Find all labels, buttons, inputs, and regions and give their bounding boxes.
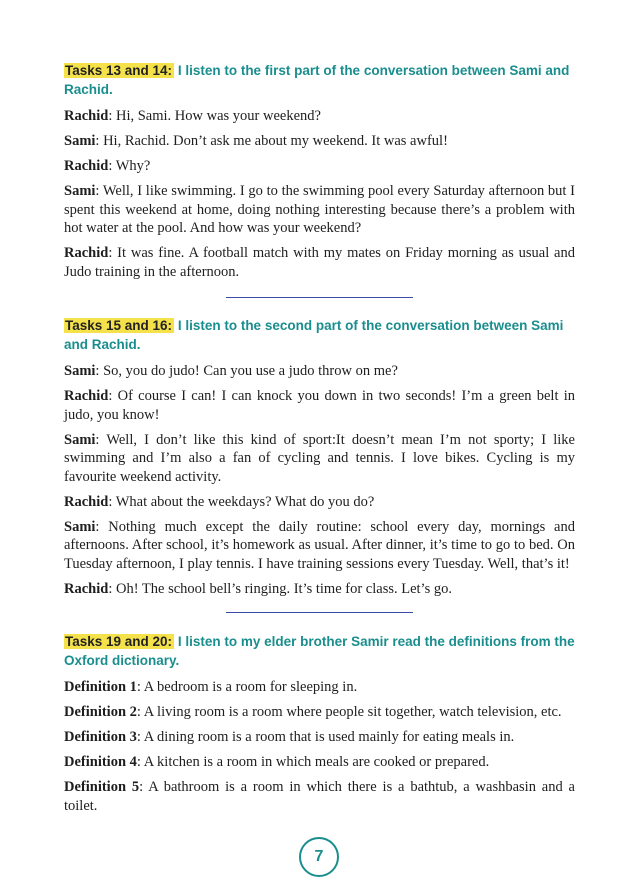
- speaker-name: Sami: [64, 518, 96, 535]
- dialogue-line: [64, 244, 575, 281]
- line-text: : A dining room is a room that is used mainly for eating meals in.: [136, 729, 515, 745]
- line-text: : What about the weekdays? What do you do?: [108, 493, 375, 510]
- dialogue-line: [64, 107, 575, 126]
- task-heading: [64, 61, 575, 99]
- section-tasks-13-14: [64, 61, 575, 288]
- line-text: : A bathroom is a room in which there is a bathtub, a washbasin and a toilet.: [64, 779, 575, 814]
- dialogue-line: [64, 362, 575, 381]
- definition-label: Definition 5: [64, 779, 140, 795]
- definition-label: Definition 2: [64, 704, 137, 720]
- line-text: : A kitchen is a room in which meals are cooked or prepared.: [136, 754, 490, 770]
- section-tasks-15-16: [64, 316, 575, 605]
- line-text: : Well, I like swimming. I go to the swimming pool every Saturday afternoon but I spent this weekend at home, doing nothing interesting because there’s a problem with hot water at the pool. And how was your weekend?: [64, 183, 575, 236]
- definition-label: Definition 4: [64, 754, 137, 770]
- speaker-name: Rachid: [64, 245, 109, 261]
- dialogue-line: [64, 182, 575, 238]
- speaker-name: Sami: [64, 183, 96, 199]
- line-text: : So, you do judo! Can you use a judo throw on me?: [95, 363, 398, 379]
- definition-line: [64, 778, 575, 815]
- dialogue-line: [64, 431, 575, 487]
- speaker-name: Rachid: [64, 388, 109, 404]
- task-label-highlight: Tasks 13 and 14:: [65, 63, 173, 78]
- dialogue-line: [64, 580, 575, 599]
- line-text: : Well, I don’t like this kind of sport:It doesn’t mean I’m not sporty; I like swimming and I’m also a fan of cycling and tennis. I love bikes. Cycling is my favourite weekend activity.: [64, 431, 575, 485]
- speaker-name: Sami: [64, 133, 96, 149]
- task-label-highlight: Tasks 19 and 20:: [65, 634, 173, 649]
- line-text: : Of course I can! I can knock you down in two seconds! I’m a green belt in judo, you know!: [64, 388, 575, 423]
- definition-line: [64, 703, 575, 722]
- section-divider: [226, 297, 413, 298]
- definition-line: [64, 728, 575, 747]
- task-heading: [64, 632, 575, 670]
- line-text: : A bedroom is a room for sleeping in.: [136, 679, 358, 695]
- definition-line: [64, 753, 575, 772]
- speaker-name: Rachid: [64, 108, 109, 124]
- speaker-name: Rachid: [64, 158, 109, 174]
- line-text: : Nothing much except the daily routine: school every day, mornings and afternoons. After school, it’s homework as usual. After dinner, it’s time to go to bed. On Tuesday afternoon, I play tennis. I have training sessions every Tuesday. Well, that’s it!: [64, 518, 575, 572]
- task-title: I listen to the second part of the conversation between Sami and Rachid.: [64, 318, 564, 352]
- speaker-name: Sami: [64, 363, 96, 379]
- page-number: 7: [299, 837, 339, 877]
- task-label-highlight: Tasks 15 and 16:: [65, 318, 173, 333]
- definition-label: Definition 1: [64, 679, 137, 695]
- task-title: I listen to my elder brother Samir read the definitions from the Oxford dictionary.: [64, 634, 575, 668]
- task-title: I listen to the first part of the conversation between Sami and Rachid.: [64, 63, 570, 97]
- dialogue-line: [64, 493, 575, 512]
- speaker-name: Rachid: [64, 580, 109, 597]
- speaker-name: Rachid: [64, 493, 109, 510]
- task-heading: [64, 316, 575, 354]
- dialogue-line: [64, 518, 575, 574]
- line-text: : It was fine. A football match with my mates on Friday morning as usual and Judo training in the afternoon.: [64, 245, 575, 280]
- definition-line: [64, 678, 575, 697]
- line-text: : Hi, Rachid. Don’t ask me about my weekend. It was awful!: [95, 133, 448, 149]
- line-text: : Hi, Sami. How was your weekend?: [108, 108, 321, 124]
- line-text: : A living room is a room where people sit together, watch television, etc.: [136, 704, 562, 720]
- section-tasks-19-20: [64, 632, 575, 822]
- line-text: : Oh! The school bell’s ringing. It’s time for class. Let’s go.: [108, 580, 452, 597]
- dialogue-line: [64, 157, 575, 176]
- definition-label: Definition 3: [64, 729, 137, 745]
- line-text: : Why?: [108, 158, 151, 174]
- speaker-name: Sami: [64, 431, 96, 448]
- dialogue-line: [64, 132, 575, 151]
- dialogue-line: [64, 387, 575, 424]
- section-divider: [226, 612, 413, 613]
